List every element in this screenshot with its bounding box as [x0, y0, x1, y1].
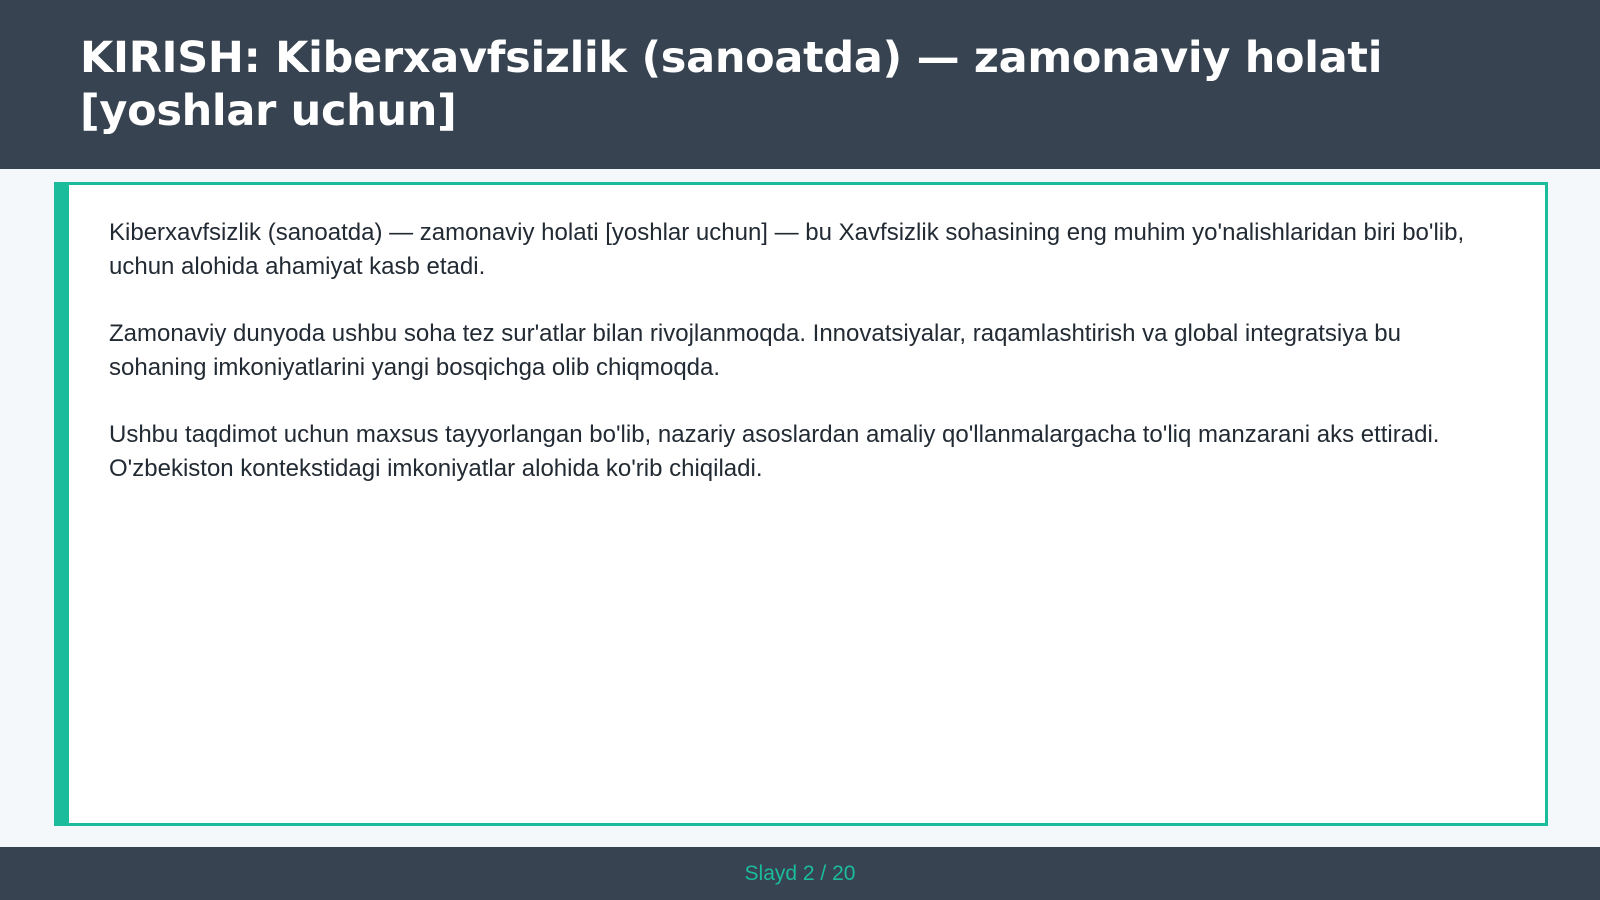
paragraph-2: Zamonaviy dunyoda ushbu soha tez sur'atlar bilan rivojlanmoqda. Innovatsiyalar, raqamlashtirish va global integratsiya bu sohaning imkoniyatlarini yangi bosqichga olib chiqmoqda. — [109, 320, 1401, 381]
slide-title: KIRISH: Kiberxavfsizlik (sanoatda) — zamonaviy holati [yoshlar uchun] — [80, 33, 1383, 136]
slide-header — [0, 0, 1600, 169]
slide-number: Slayd 2 / 20 — [744, 861, 856, 885]
content-box — [54, 182, 1548, 826]
slide-footer — [0, 847, 1600, 900]
paragraph-3: Ushbu taqdimot uchun maxsus tayyorlangan bo'lib, nazariy asoslardan amaliy qo'llanmalargacha to'liq manzarani aks ettiradi. O'zbekiston kontekstidagi imkoniyatlar alohida ko'rib chiqiladi. — [109, 421, 1440, 482]
paragraph-1: Kiberxavfsizlik (sanoatda) — zamonaviy holati [yoshlar uchun] — bu Xavfsizlik sohasining eng muhim yo'nalishlaridan biri bo'lib, uchun alohida ahamiyat kasb etadi. — [109, 219, 1465, 280]
